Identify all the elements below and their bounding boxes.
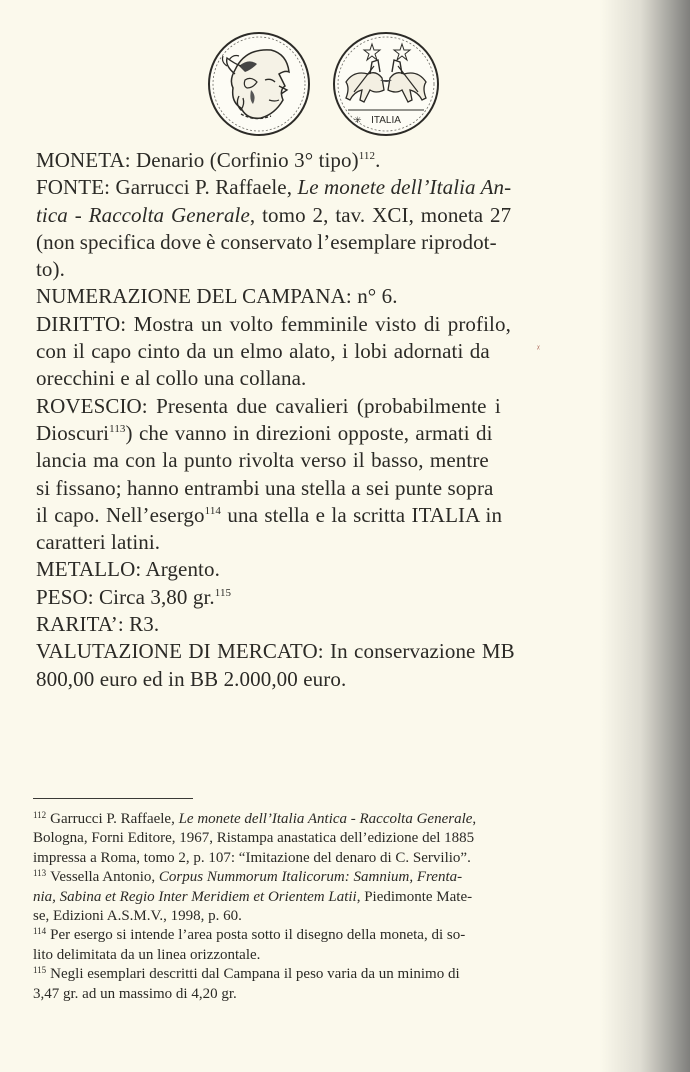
text-line: Dioscuri$^{113}$) che vanno in direzioni opposte, armati di — [36, 420, 493, 445]
text-line: RARITA’: R3. — [36, 612, 160, 637]
text-line: lancia ma con la punto rivolta verso il basso, mentre — [36, 448, 489, 473]
footnote-line: $^{115}$ Negli esemplari descritti dal Campana il peso varia da un minimo di — [33, 965, 460, 983]
footnote-line: se, Edizioni A.S.M.V., 1998, p. 60. — [33, 907, 242, 924]
text-line: si fissano; hanno entrambi una stella a sei punte sopra — [36, 475, 494, 500]
ink-mark: ᵡ — [537, 343, 540, 354]
footnote-line: nia, Sabina et Regio Inter Meridiem et Orientem Latii, Piedimonte Mate- — [33, 888, 473, 905]
svg-text:✳: ✳ — [354, 115, 362, 125]
text-line: VALUTAZIONE DI MERCATO: In conservazione MB — [36, 639, 515, 664]
footnote-line: 3,47 gr. ad un massimo di 4,20 gr. — [33, 985, 237, 1002]
text-line: con il capo cinto da un elmo alato, i lobi adornati da — [36, 339, 490, 364]
text-line: NUMERAZIONE DEL CAMPANA: n° 6. — [36, 284, 398, 309]
text-line: 800,00 euro ed in BB 2.000,00 euro. — [36, 666, 347, 691]
footnote-line: $^{113}$ Vessella Antonio, Corpus Nummorum Italicorum: Samnium, Frenta- — [33, 868, 463, 886]
footnotes — [33, 810, 623, 1004]
text-line: MONETA: Denario (Corfinio 3° tipo)$^{112}$. — [36, 148, 381, 172]
footnote-line: Bologna, Forni Editore, 1967, Ristampa anastatica dell’edizione del 1885 — [33, 830, 475, 847]
text-line: caratteri latini. — [36, 530, 161, 555]
text-line: PESO: Circa 3,80 gr.$^{115}$ — [36, 584, 232, 609]
footnote-line: $^{114}$ Per esergo si intende l’area posta sotto il disegno della moneta, di so- — [33, 926, 466, 944]
text-line: orecchini e al collo una collana. — [36, 366, 307, 391]
text-line: tica - Raccolta Generale, tomo 2, tav. XCI, moneta 27 — [36, 202, 512, 227]
text-line: FONTE: Garrucci P. Raffaele, Le monete dell’Italia An- — [36, 175, 512, 200]
footnote-line: $^{112}$ Garrucci P. Raffaele, Le monete dell’Italia Antica - Raccolta Generale, — [33, 810, 477, 827]
footnote-rule — [33, 798, 193, 799]
footnote-line: impressa a Roma, tomo 2, p. 107: “Imitazione del denaro di C. Servilio”. — [33, 849, 471, 866]
coin-legend: ITALIA — [371, 115, 401, 126]
coin-description — [36, 147, 626, 693]
text-line: to). — [36, 257, 65, 282]
dioscuri-horsemen-coin — [330, 30, 442, 138]
text-line: DIRITTO: Mostra un volto femminile visto di profilo, — [36, 311, 511, 336]
helmeted-female-head-coin — [205, 30, 313, 138]
text-line: (non specifica dove è conservato l’esemplare riprodot- — [36, 229, 497, 254]
coin-illustrations — [205, 30, 440, 142]
text-line: ROVESCIO: Presenta due cavalieri (probabilmente i — [36, 393, 501, 418]
text-line: METALLO: Argento. — [36, 557, 220, 582]
text-line: il capo. Nell’esergo$^{114}$ una stella e la scritta ITALIA in — [36, 502, 503, 527]
footnote-line: lito delimitata da un linea orizzontale. — [33, 946, 261, 963]
